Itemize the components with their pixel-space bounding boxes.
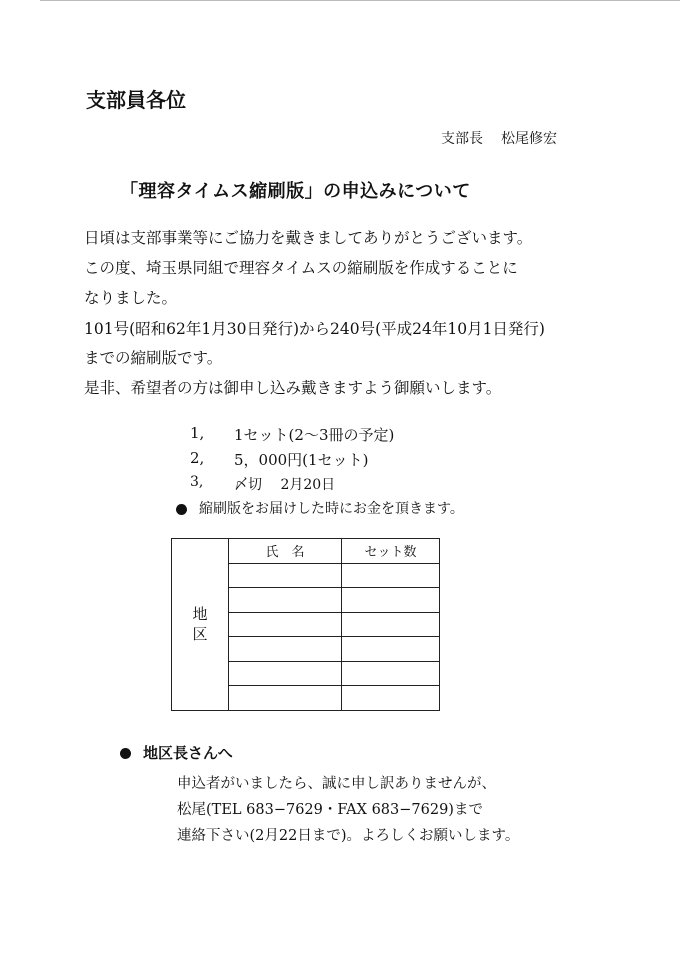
column-header-name: 氏 名 — [229, 539, 342, 564]
sets-cell[interactable] — [342, 612, 440, 637]
name-cell[interactable] — [229, 563, 342, 588]
payment-note — [176, 498, 464, 518]
bullet-icon — [120, 748, 131, 759]
sets-cell[interactable] — [342, 661, 440, 686]
body-line: 日頃は支部事業等にご協力を戴きましてありがとうございます。 — [84, 229, 533, 247]
scan-edge-line — [40, 0, 680, 1]
leader-line: 申込者がいましたら、誠に申し訳ありませんが、 — [177, 776, 496, 792]
note-text: 縮刷版をお届けした時にお金を頂きます。 — [199, 501, 464, 517]
item-text: 〆切 2月20日 — [234, 477, 336, 493]
table-header-row — [172, 539, 440, 564]
name-cell[interactable] — [229, 637, 342, 662]
document-title: 「理容タイムス縮刷版」の申込みについて — [120, 181, 471, 202]
body-line: なりました。 — [84, 289, 178, 307]
sender — [441, 128, 557, 148]
item-number: 3, — [190, 474, 204, 490]
name-cell[interactable] — [229, 661, 342, 686]
region-label-cell — [172, 539, 229, 711]
item-number: 2, — [190, 449, 205, 467]
sets-cell[interactable] — [342, 563, 440, 588]
body-line: この度、埼玉県同組で理容タイムスの縮刷版を作成することに — [84, 259, 518, 277]
sets-cell[interactable] — [342, 637, 440, 662]
name-cell[interactable] — [229, 612, 342, 637]
name-cell[interactable] — [229, 686, 342, 711]
sets-cell[interactable] — [342, 588, 440, 613]
region-label: 地区 — [192, 605, 208, 644]
body-line: までの縮刷版です。 — [84, 349, 223, 367]
item-text: 1セット(2〜3冊の予定) — [234, 426, 395, 444]
leader-heading — [120, 742, 233, 763]
leader-heading-text: 地区長さんへ — [143, 744, 233, 762]
bullet-icon — [176, 504, 187, 515]
list-item — [190, 424, 490, 444]
body-line: 是非、希望者の方は御申し込み戴きますよう御願いします。 — [84, 379, 502, 397]
item-text: 5，000円(1セット) — [234, 451, 369, 469]
column-header-sets: セット数 — [342, 539, 440, 564]
list-item — [190, 449, 490, 469]
sets-cell[interactable] — [342, 686, 440, 711]
addressee: 支部員各位 — [86, 88, 186, 112]
leader-line: 松尾(TEL 683−7629・FAX 683−7629)まで — [177, 802, 483, 818]
body-line: 101号(昭和62年1月30日発行)から240号(平成24年10月1日発行) — [84, 320, 545, 338]
leader-line: 連絡下さい(2月22日まで)。よろしくお願いします。 — [177, 828, 520, 844]
list-item — [190, 474, 490, 494]
application-form-table — [171, 538, 440, 711]
name-cell[interactable] — [229, 588, 342, 613]
sender-name: 松尾修宏 — [501, 131, 557, 147]
item-number: 1, — [190, 424, 205, 442]
sender-title: 支部長 — [441, 131, 483, 147]
